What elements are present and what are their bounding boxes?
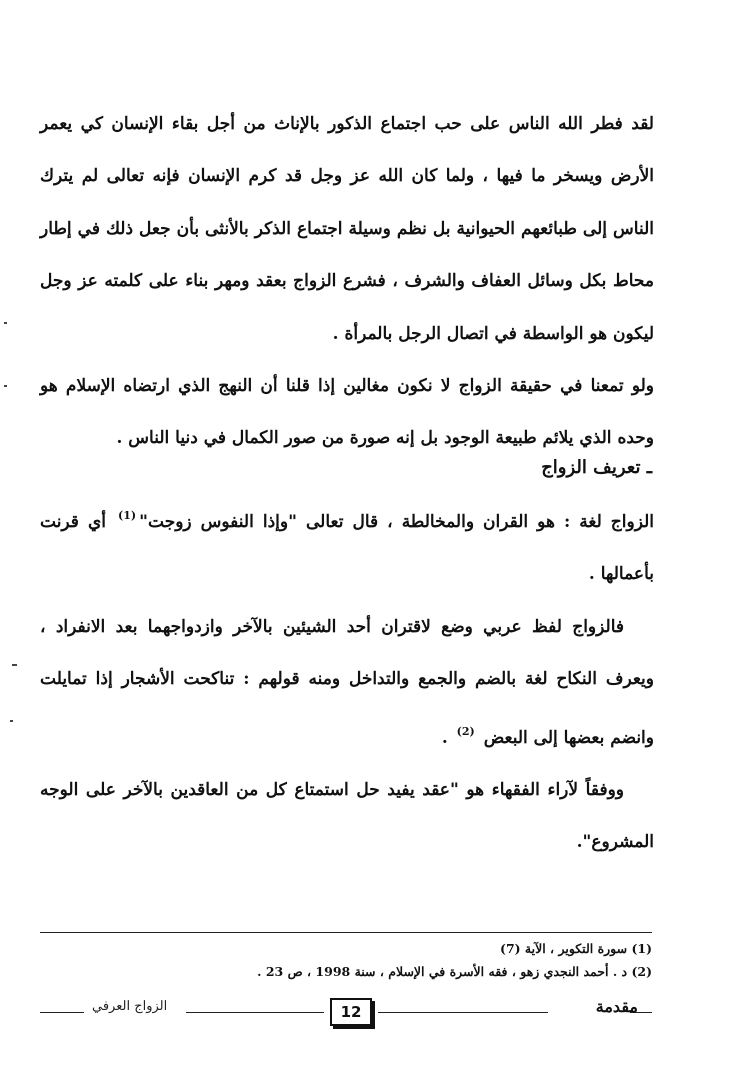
footer-rule-left-edge [40, 1012, 84, 1013]
paragraph-intro: لقد فطر الله الناس على حب اجتماع الذكور بالإناث من أجل بقاء الإنسان كي يعمر الأرض ويسخر ما فيها ، ولما كان الله عز وجل قد كرم الإنسان فإنه تعالى لم يترك الناس إلى طبائعهم الحيوانية بل نظم وسيلة اجتماع الذكر بالأنثى بأن جعل ذلك في إطار محاط بكل وسائل العفاف والشرف ، فشرع الزواج بعقد ومهر بناء على كلمته عز وجل ليكون هو الواسطة في اتصال الرجل بالمرأة . [40, 114, 654, 344]
section-heading: ـ تعريف الزواج [541, 457, 652, 478]
quran-quote: "وإذا النفوس زوجت" [139, 512, 297, 532]
definition-tail: أي قرنت بأعمالها . [40, 512, 654, 585]
main-text [40, 98, 654, 465]
paragraph-jurists-definition: ووفقاً لآراء الفقهاء هو "عقد يفيد حل استمتاع كل من العاقدين بالآخر على الوجه المشروع". [40, 780, 654, 853]
paragraph-linguistic-definition [40, 490, 654, 601]
footnote-divider [40, 932, 652, 933]
etymology-end: . [441, 727, 448, 748]
definition-text [40, 490, 654, 869]
etymology-text: فالزواج لفظ عربي وضع لاقتران أحد الشيئين بالآخر وازدواجهما بعد الانفراد ، ويعرف النكاح لغة بالضم والجمع والتداخل ومنه قولهم : تناكحت الأشجار إذا تمايلت وانضم بعضها إلى البعض [40, 616, 654, 748]
scan-speck [4, 385, 7, 387]
footer-rule-right [378, 1012, 548, 1013]
scan-speck [10, 720, 13, 722]
paragraph-reflection: ولو تمعنا في حقيقة الزواج لا نكون مغالين إذا قلنا أن النهج الذي ارتضاه الإسلام هو وحده الذي يلائم طبيعة الوجود بل إنه صورة من صور الكمال في دنيا الناس . [40, 376, 654, 449]
footnote-1: (1) سورة التكوير ، الآية (7) [500, 941, 652, 956]
footer-section-label: مقدمة [595, 997, 638, 1016]
footnotes [257, 937, 652, 983]
paragraph-etymology [40, 601, 654, 764]
footnote-ref-1: (1) [118, 509, 137, 522]
page-number: 12 [330, 998, 372, 1026]
scan-speck [12, 664, 17, 666]
footnote-ref-2: (2) [456, 724, 475, 738]
definition-lead: الزواج لغة : هو القران والمخالطة ، قال تعالى [305, 512, 654, 532]
scan-speck [4, 322, 7, 324]
footnote-2: (2) د . أحمد النجدي زهو ، فقه الأسرة في الإسلام ، سنة 1998 ، ص 23 . [257, 964, 652, 979]
footer-book-title: الزواج العرفي [92, 999, 168, 1014]
footer-rule-left [186, 1012, 324, 1013]
